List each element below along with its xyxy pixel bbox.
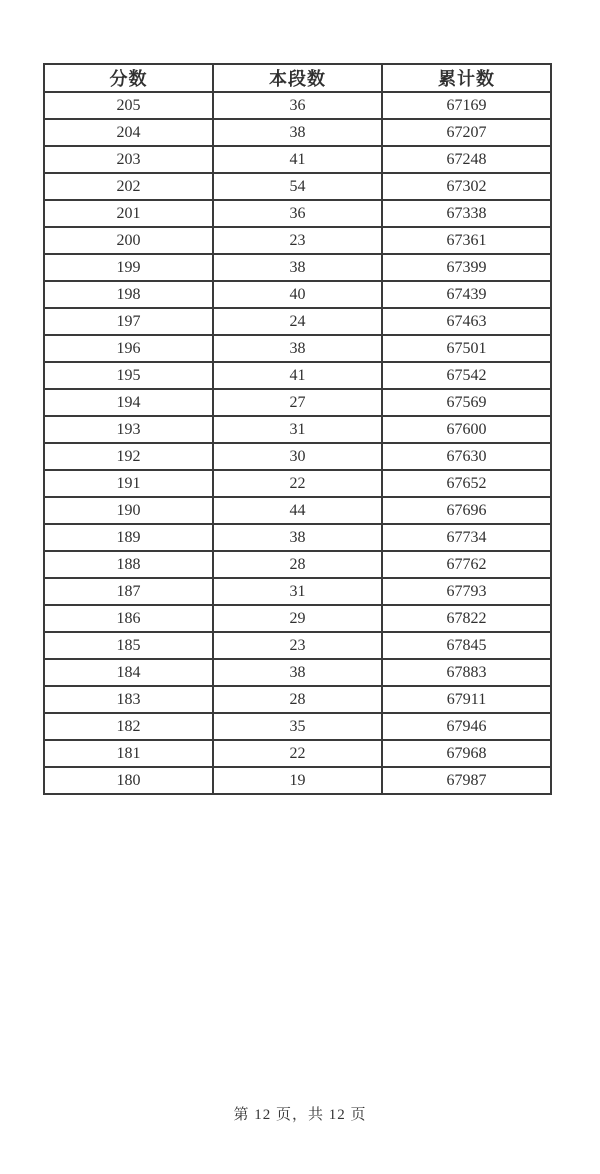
score-cell: 204 (44, 119, 213, 146)
segment-count-cell: 54 (213, 173, 382, 200)
table-row (44, 713, 551, 740)
score-cell: 203 (44, 146, 213, 173)
table-row (44, 146, 551, 173)
score-cell: 198 (44, 281, 213, 308)
table-row (44, 443, 551, 470)
segment-count-cell: 36 (213, 200, 382, 227)
cumulative-count-cell: 67822 (382, 605, 551, 632)
table-header-row (44, 64, 551, 92)
score-cell: 181 (44, 740, 213, 767)
cumulative-count-cell: 67845 (382, 632, 551, 659)
segment-count-cell: 41 (213, 362, 382, 389)
cumulative-count-cell: 67652 (382, 470, 551, 497)
header-score: 分数 (44, 64, 213, 92)
page-number-footer: 第 12 页，共 12 页 (233, 1107, 367, 1123)
segment-count-cell: 28 (213, 551, 382, 578)
table-row (44, 92, 551, 119)
segment-count-cell: 22 (213, 470, 382, 497)
segment-count-cell: 30 (213, 443, 382, 470)
cumulative-count-cell: 67734 (382, 524, 551, 551)
cumulative-count-cell: 67361 (382, 227, 551, 254)
table-row (44, 416, 551, 443)
score-cell: 191 (44, 470, 213, 497)
score-cell: 190 (44, 497, 213, 524)
score-cell: 184 (44, 659, 213, 686)
cumulative-count-cell: 67338 (382, 200, 551, 227)
score-cell: 186 (44, 605, 213, 632)
table-row (44, 578, 551, 605)
score-cell: 187 (44, 578, 213, 605)
table-row (44, 740, 551, 767)
cumulative-count-cell: 67248 (382, 146, 551, 173)
table-row (44, 362, 551, 389)
cumulative-count-cell: 67439 (382, 281, 551, 308)
table-row (44, 659, 551, 686)
cumulative-count-cell: 67399 (382, 254, 551, 281)
table-row (44, 389, 551, 416)
table-row (44, 470, 551, 497)
score-cell: 202 (44, 173, 213, 200)
segment-count-cell: 38 (213, 119, 382, 146)
segment-count-cell: 24 (213, 308, 382, 335)
score-cell: 193 (44, 416, 213, 443)
table-row (44, 254, 551, 281)
score-cell: 201 (44, 200, 213, 227)
segment-count-cell: 38 (213, 254, 382, 281)
score-cell: 188 (44, 551, 213, 578)
table-row (44, 551, 551, 578)
segment-count-cell: 27 (213, 389, 382, 416)
segment-count-cell: 29 (213, 605, 382, 632)
segment-count-cell: 44 (213, 497, 382, 524)
segment-count-cell: 23 (213, 632, 382, 659)
table-row (44, 767, 551, 794)
cumulative-count-cell: 67501 (382, 335, 551, 362)
cumulative-count-cell: 67463 (382, 308, 551, 335)
segment-count-cell: 35 (213, 713, 382, 740)
cumulative-count-cell: 67696 (382, 497, 551, 524)
score-cell: 196 (44, 335, 213, 362)
score-cell: 185 (44, 632, 213, 659)
cumulative-count-cell: 67911 (382, 686, 551, 713)
table-row (44, 497, 551, 524)
table-row (44, 200, 551, 227)
table-row (44, 524, 551, 551)
score-cell: 189 (44, 524, 213, 551)
segment-count-cell: 31 (213, 578, 382, 605)
cumulative-count-cell: 67207 (382, 119, 551, 146)
table-row (44, 281, 551, 308)
cumulative-count-cell: 67968 (382, 740, 551, 767)
segment-count-cell: 28 (213, 686, 382, 713)
cumulative-count-cell: 67302 (382, 173, 551, 200)
segment-count-cell: 36 (213, 92, 382, 119)
table-row (44, 686, 551, 713)
score-distribution-table (43, 63, 552, 795)
cumulative-count-cell: 67542 (382, 362, 551, 389)
cumulative-count-cell: 67569 (382, 389, 551, 416)
score-cell: 195 (44, 362, 213, 389)
segment-count-cell: 38 (213, 335, 382, 362)
table-row (44, 605, 551, 632)
cumulative-count-cell: 67762 (382, 551, 551, 578)
cumulative-count-cell: 67630 (382, 443, 551, 470)
cumulative-count-cell: 67883 (382, 659, 551, 686)
score-cell: 192 (44, 443, 213, 470)
segment-count-cell: 31 (213, 416, 382, 443)
table-row (44, 335, 551, 362)
table-row (44, 308, 551, 335)
segment-count-cell: 23 (213, 227, 382, 254)
table-row (44, 227, 551, 254)
score-cell: 182 (44, 713, 213, 740)
score-cell: 197 (44, 308, 213, 335)
segment-count-cell: 40 (213, 281, 382, 308)
score-cell: 180 (44, 767, 213, 794)
segment-count-cell: 19 (213, 767, 382, 794)
segment-count-cell: 22 (213, 740, 382, 767)
table-row (44, 632, 551, 659)
cumulative-count-cell: 67793 (382, 578, 551, 605)
header-cumulative-count: 累计数 (382, 64, 551, 92)
cumulative-count-cell: 67169 (382, 92, 551, 119)
header-segment-count: 本段数 (213, 64, 382, 92)
segment-count-cell: 41 (213, 146, 382, 173)
table-row (44, 173, 551, 200)
score-cell: 183 (44, 686, 213, 713)
cumulative-count-cell: 67987 (382, 767, 551, 794)
score-cell: 194 (44, 389, 213, 416)
segment-count-cell: 38 (213, 659, 382, 686)
segment-count-cell: 38 (213, 524, 382, 551)
score-cell: 199 (44, 254, 213, 281)
table-row (44, 119, 551, 146)
score-cell: 205 (44, 92, 213, 119)
cumulative-count-cell: 67600 (382, 416, 551, 443)
cumulative-count-cell: 67946 (382, 713, 551, 740)
score-cell: 200 (44, 227, 213, 254)
